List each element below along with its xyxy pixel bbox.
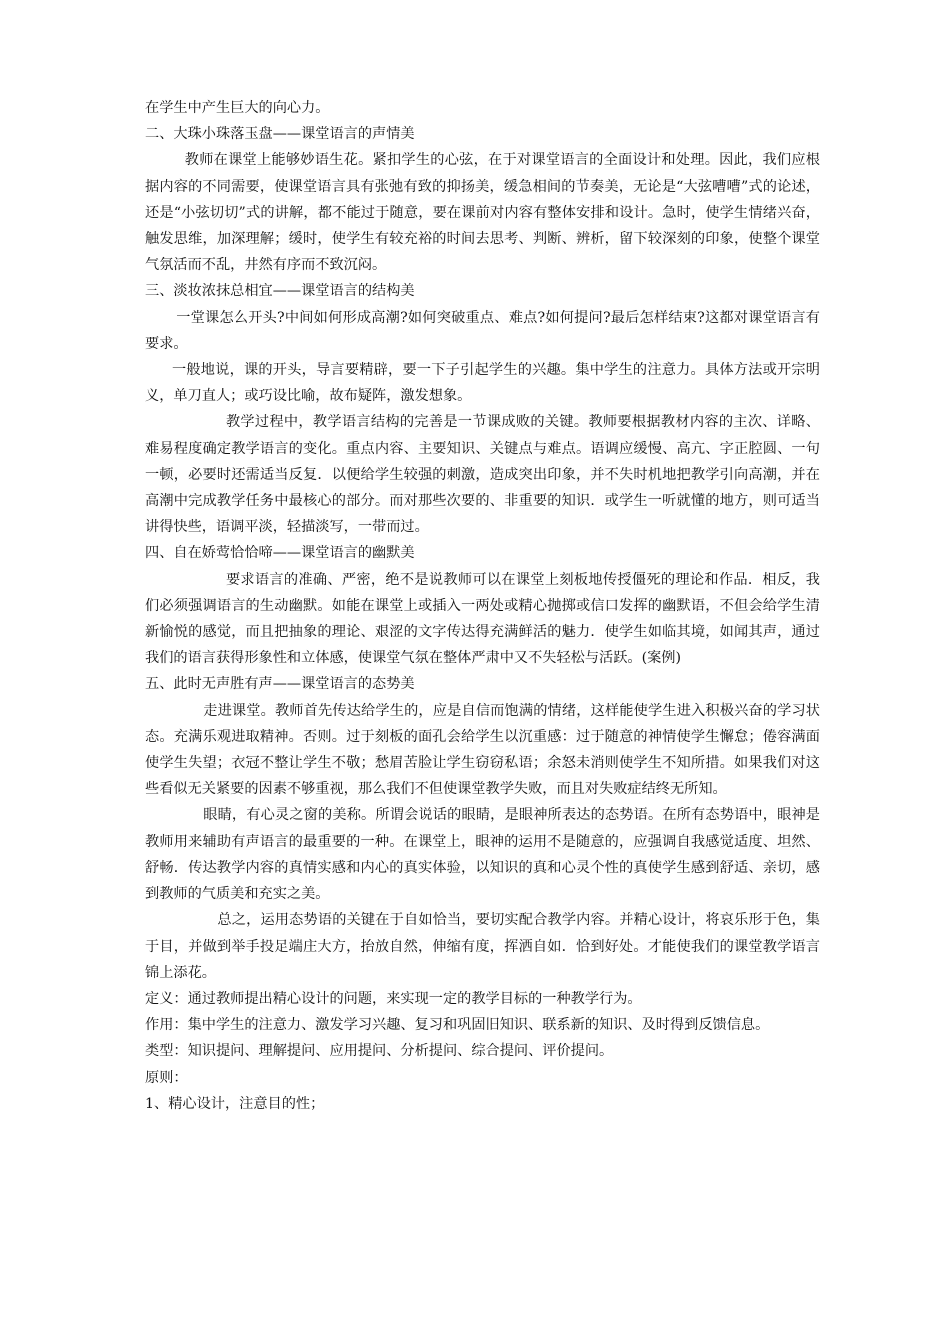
types-line: 类型：知识提问、理解提问、应用提问、分析提问、综合提问、评价提问。 [145, 1043, 614, 1060]
paragraph-lesson-opening: 一般地说，课的开头，导言要精辟，要一下子引起学生的兴趣。集中学生的注意力。具体方法或开宗明义，单刀直人；或巧设比喻，故布疑阵，激发想象。 [145, 362, 820, 405]
paragraph-voice-beauty: 教师在课堂上能够妙语生花。紧扣学生的心弦，在于对课堂语言的全面设计和处理。因此，我们应根据内容的不同需要，使课堂语言具有张弛有致的抑扬美，缓急相间的节奏美，无论是“大弦嘈嘈”式的论述，还是“小弦切切”式的讲解，都不能过于随意，要在课前对内容有整体安排和设计。急时，使学生情绪兴奋，触发思维，加深理解；缓时，使学生有较充裕的时间去思考、判断、辨析，留下较深刻的印象，使整个课堂气氛活而不乱，井然有序而不致沉闷。 [145, 152, 820, 274]
definition-line: 定义：通过教师提出精心设计的问题，来实现一定的教学目标的一种教学行为。 [145, 990, 642, 1007]
paragraph-entering-class: 走进课堂。教师首先传达给学生的，应是自信而饱满的情绪，这样能使学生进入积极兴奋的学习状态。充满乐观进取精神。否则。过于刻板的面孔会给学生以沉重感：过于随意的神情使学生懈怠；倦容满面使学生失望；衣冠不整让学生不敬；愁眉苦脸让学生窃窃私语；余怒未消则使学生不知所措。如果我们对这些看似无关紧要的因素不够重视，那么我们不但使课堂教学失败，而且对失败症结终无所知。 [145, 702, 820, 798]
paragraph-lesson-structure: 一堂课怎么开头?中间如何形成高潮?如何突破重点、难点?如何提问?最后怎样结束?这都对课堂语言有要求。 [145, 309, 820, 352]
section-heading-2: 二、大珠小珠落玉盘——课堂语言的声情美 [145, 126, 415, 143]
document-page [145, 95, 820, 1117]
paragraph-humor: 要求语言的准确、严密，绝不是说教师可以在课堂上刻板地传授僵死的理论和作品．相反，我们必须强调语言的生动幽默。如能在课堂上或插入一两处或精心抛掷或信口发挥的幽默语，不但会给学生清新愉悦的感觉，而且把抽象的理论、艰涩的文字传达得充满鲜活的魅力．使学生如临其境，如闻其声，通过我们的语言获得形象性和立体感，使课堂气氛在整体严肃中又不失轻松与活跃。(案例) [145, 571, 820, 667]
principles-heading: 原则： [145, 1069, 188, 1086]
section-heading-5: 五、此时无声胜有声——课堂语言的态势美 [145, 676, 415, 693]
section-heading-4: 四、自在娇莺恰恰啼——课堂语言的幽默美 [145, 545, 415, 562]
function-line: 作用：集中学生的注意力、激发学习兴趣、复习和巩固旧知识、联系新的知识、及时得到反馈信息。 [145, 1017, 770, 1034]
paragraph-summary: 总之，运用态势语的关键在于自如恰当，要切实配合教学内容。并精心设计，将哀乐形于色，集于目，并做到举手投足端庄大方，抬放自然，伸缩有度，挥洒自如．恰到好处。才能使我们的课堂教学语言锦上添花。 [145, 912, 820, 981]
paragraph-continuation: 在学生中产生巨大的向心力。 [145, 100, 330, 116]
paragraph-teaching-process: 教学过程中，教学语言结构的完善是一节课成败的关键。教师要根据教材内容的主次、详略、难易程度确定教学语言的变化。重点内容、主要知识、关键点与难点。语调应缓慢、高亢、字正腔圆、一句一顿，必要时还需适当反复．以便给学生较强的刺激，造成突出印象，并不失时机地把教学引向高潮，并在高潮中完成教学任务中最核心的部分。而对那些次要的、非重要的知识．或学生一听就懂的地方，则可适当讲得快些，语调平淡，轻描淡写，一带而过。 [145, 414, 820, 536]
principle-item-1: 1、精心设计，注意目的性； [145, 1095, 325, 1112]
paragraph-eyes: 眼睛，有心灵之窗的美称。所谓会说话的眼睛，是眼神所表达的态势语。在所有态势语中，眼神是教师用来辅助有声语言的最重要的一种。在课堂上，眼神的运用不是随意的，应强调自我感觉适度、坦然、舒畅．传达教学内容的真情实感和内心的真实体验，以知识的真和心灵个性的真使学生感到舒适、亲切，感到教师的气质美和充实之美。 [145, 807, 820, 903]
section-heading-3: 三、淡妆浓抹总相宜——课堂语言的结构美 [145, 283, 415, 300]
